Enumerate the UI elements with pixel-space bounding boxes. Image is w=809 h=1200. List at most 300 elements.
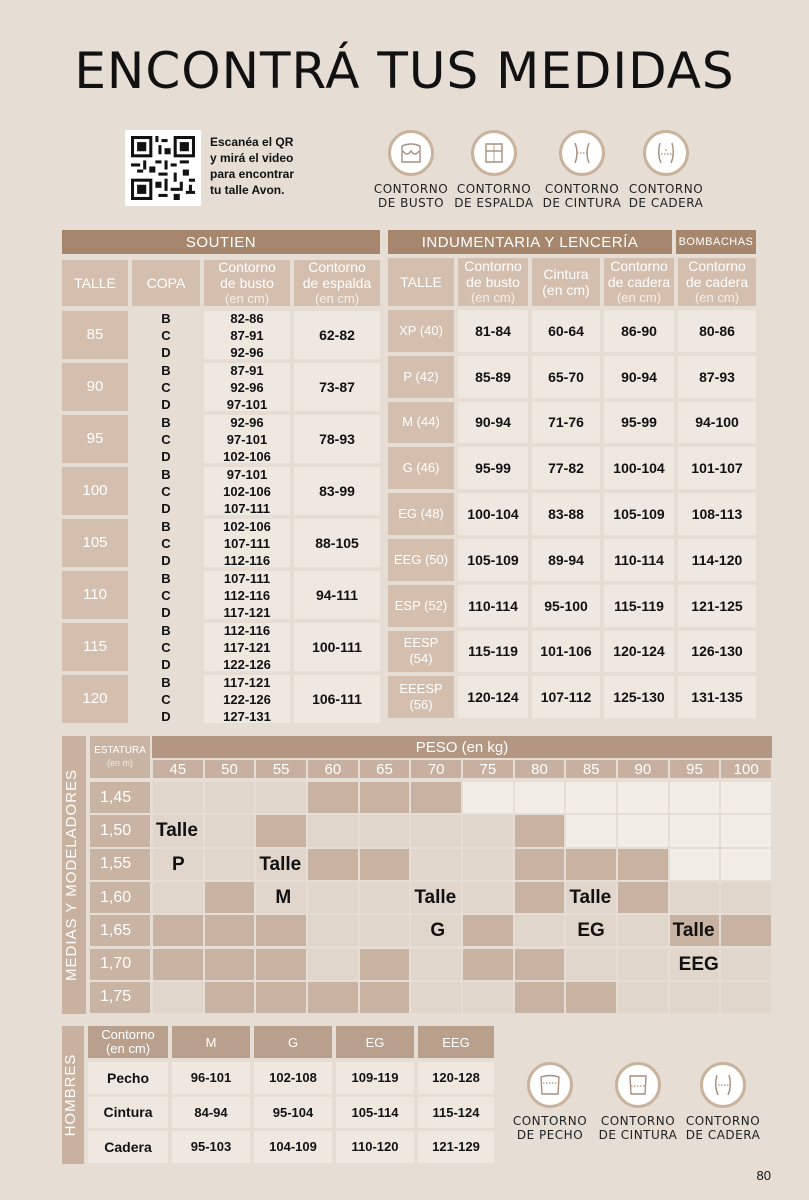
measure-value: 121-129	[418, 1131, 494, 1163]
talle-cell	[388, 356, 454, 398]
header-busto	[204, 260, 290, 306]
busto-cell: 110-114	[458, 585, 528, 627]
header-line: (en cm)	[314, 291, 360, 306]
measure-value: 104-109	[254, 1131, 332, 1163]
cintura-cell: 77-82	[532, 447, 600, 489]
header-line: Cintura	[543, 266, 589, 282]
grid-cell	[566, 849, 616, 880]
talle-cell: 85	[62, 311, 128, 359]
grid-cell	[618, 915, 668, 946]
busto-cell	[204, 675, 290, 723]
talle-value: (54)	[409, 651, 433, 667]
copa-value: C	[161, 587, 171, 603]
medias-side-label: MEDIAS Y MODELADORES	[63, 769, 80, 981]
size-value: G	[430, 920, 446, 942]
size-header: EEG	[418, 1026, 494, 1058]
size-label: Talle	[569, 886, 612, 908]
qr-icon	[131, 136, 195, 200]
grid-cell	[205, 982, 255, 1013]
soutien-table	[62, 230, 380, 724]
busto-value: 112-116	[223, 622, 271, 638]
talle-cell: 90	[62, 363, 128, 411]
busto-cell: 100-104	[458, 493, 528, 535]
peso-value: 60	[308, 760, 358, 778]
header-copa: COPA	[132, 260, 200, 306]
icon-label: DE CINTURA	[542, 196, 622, 210]
icon-label: DE ESPALDA	[454, 196, 534, 210]
talle-value: EG (48)	[398, 506, 444, 522]
size-label: Talle	[259, 853, 302, 875]
grid-cell	[308, 982, 358, 1013]
header-line: de busto	[220, 275, 274, 291]
measure-value: 115-124	[418, 1097, 494, 1129]
cintura-cell: 101-106	[532, 631, 600, 673]
qr-line: tu talle Avon.	[210, 183, 285, 197]
talle-cell: 95	[62, 415, 128, 463]
busto-cell: 115-119	[458, 631, 528, 673]
bombacha-cell: 114-120	[678, 539, 756, 581]
copa-value: C	[161, 535, 171, 551]
busto-value: 102-106	[223, 483, 271, 499]
busto-cell	[204, 311, 290, 359]
grid-cell	[721, 982, 771, 1013]
grid-cell	[411, 949, 461, 980]
grid-cell	[515, 849, 565, 880]
grid-cell	[721, 815, 771, 846]
copa-cell	[132, 363, 200, 411]
busto-value: 97-101	[226, 466, 268, 482]
icon-label: CONTORNO	[685, 1114, 761, 1128]
soutien-title: SOUTIEN	[62, 230, 380, 254]
grid-cell	[721, 882, 771, 913]
busto-cell	[204, 623, 290, 671]
copa-value: B	[161, 362, 171, 378]
busto-cell	[204, 363, 290, 411]
measure-label: Cadera	[88, 1131, 168, 1163]
copa-cell	[132, 467, 200, 515]
hip-icon	[708, 1070, 738, 1100]
bust-icon	[396, 138, 426, 168]
cadera-cell: 105-109	[604, 493, 674, 535]
cadera-cell: 110-114	[604, 539, 674, 581]
cadera-cell: 115-119	[604, 585, 674, 627]
talle-cell	[388, 493, 454, 535]
grid-cell	[308, 949, 358, 980]
grid-cell	[411, 849, 461, 880]
size-value: EEG	[678, 953, 719, 975]
copa-cell	[132, 675, 200, 723]
grid-cell	[256, 949, 306, 980]
grid-cell	[308, 882, 358, 913]
grid-cell	[205, 782, 255, 813]
medias-table	[62, 736, 772, 1014]
busto-cell: 95-99	[458, 447, 528, 489]
cintura-cell: 95-100	[532, 585, 600, 627]
size-value: EG	[577, 920, 605, 942]
page-title: ENCONTRÁ TUS MEDIDAS	[74, 42, 735, 100]
grid-cell	[153, 949, 203, 980]
measure-value: 95-104	[254, 1097, 332, 1129]
grid-cell	[411, 982, 461, 1013]
bombacha-cell: 101-107	[678, 447, 756, 489]
talle-value: EESP	[403, 635, 439, 651]
measure-label: Pecho	[88, 1062, 168, 1094]
busto-value: 82-86	[230, 310, 264, 326]
talle-cell	[388, 310, 454, 352]
espalda-cell: 83-99	[294, 467, 380, 515]
cadera-cell: 125-130	[604, 676, 674, 718]
icon-label: CONTORNO	[512, 1114, 588, 1128]
copa-cell	[132, 571, 200, 619]
copa-value: C	[161, 379, 171, 395]
grid-cell	[721, 949, 771, 980]
copa-value: C	[161, 327, 171, 343]
copa-cell	[132, 415, 200, 463]
hombres-table	[62, 1026, 494, 1164]
qr-line: y mirá el video	[210, 151, 294, 165]
copa-value: B	[161, 518, 171, 534]
grid-cell	[670, 815, 720, 846]
grid-cell	[566, 782, 616, 813]
busto-cell: 85-89	[458, 356, 528, 398]
icon-contorno-pecho	[505, 1062, 595, 1142]
bombacha-cell: 87-93	[678, 356, 756, 398]
busto-value: 122-126	[223, 656, 271, 672]
busto-value: 107-111	[223, 535, 271, 551]
icon-label: CONTORNO	[628, 182, 704, 196]
grid-cell	[618, 982, 668, 1013]
peso-value: 75	[463, 760, 513, 778]
header-cadera	[604, 258, 674, 306]
copa-value: D	[161, 656, 171, 672]
peso-value: 85	[566, 760, 616, 778]
grid-cell	[153, 915, 203, 946]
grid-cell	[308, 849, 358, 880]
estatura-value: 1,45	[90, 782, 150, 813]
busto-value: 107-111	[223, 500, 271, 516]
grid-cell	[411, 782, 461, 813]
copa-value: C	[161, 483, 171, 499]
cintura-cell: 60-64	[532, 310, 600, 352]
peso-value: 55	[256, 760, 306, 778]
header-cintura	[532, 258, 600, 306]
measure-label: Cintura	[88, 1097, 168, 1129]
copa-value: B	[161, 570, 171, 586]
peso-value: 100	[721, 760, 771, 778]
grid-cell	[360, 815, 410, 846]
icon-label: DE BUSTO	[377, 196, 445, 210]
grid-cell	[721, 782, 771, 813]
measure-value: 95-103	[172, 1131, 250, 1163]
busto-value: 112-116	[223, 587, 271, 603]
bombacha-cell: 121-125	[678, 585, 756, 627]
bombacha-cell: 126-130	[678, 631, 756, 673]
size-value: M	[275, 886, 292, 908]
header-line: Contorno	[610, 258, 668, 274]
estatura-value: 1,65	[90, 915, 150, 946]
peso-value: 70	[411, 760, 461, 778]
icon-contorno-espalda	[449, 130, 539, 210]
busto-value: 97-101	[226, 396, 268, 412]
grid-cell	[411, 815, 461, 846]
copa-value: C	[161, 639, 171, 655]
icon-label: DE CINTURA	[598, 1128, 678, 1142]
estatura-value: 1,70	[90, 949, 150, 980]
grid-cell	[618, 949, 668, 980]
header-line: Contorno	[218, 259, 276, 275]
chest-icon	[535, 1070, 565, 1100]
header-line: (en cm)	[616, 290, 662, 305]
measure-value: 96-101	[172, 1062, 250, 1094]
talle-cell: 110	[62, 571, 128, 619]
peso-value: 65	[360, 760, 410, 778]
size-label: Talle	[414, 886, 457, 908]
grid-cell	[618, 849, 668, 880]
grid-cell	[360, 982, 410, 1013]
copa-value: B	[161, 466, 171, 482]
talle-cell	[388, 631, 454, 673]
indumentaria-table	[388, 230, 756, 720]
copa-value: C	[161, 691, 171, 707]
busto-cell	[204, 519, 290, 567]
grid-cell	[153, 882, 203, 913]
qr-line: Escanéa el QR	[210, 135, 294, 149]
copa-value: D	[161, 396, 171, 412]
header-line: de espalda	[302, 275, 372, 291]
grid-cell	[256, 915, 306, 946]
grid-cell	[205, 815, 255, 846]
talle-value: EEG (50)	[393, 551, 449, 567]
icon-label: DE CADERA	[628, 196, 704, 210]
busto-cell: 81-84	[458, 310, 528, 352]
copa-value: B	[161, 310, 171, 326]
espalda-cell: 94-111	[294, 571, 380, 619]
qr-line: para encontrar	[210, 167, 295, 181]
grid-cell	[670, 882, 720, 913]
grid-cell	[308, 915, 358, 946]
cintura-cell: 65-70	[532, 356, 600, 398]
icon-label: CONTORNO	[544, 182, 620, 196]
icon-label: CONTORNO	[373, 182, 449, 196]
copa-value: D	[161, 448, 171, 464]
grid-cell	[618, 882, 668, 913]
bombachas-title: BOMBACHAS	[676, 230, 756, 254]
grid-cell	[153, 782, 203, 813]
talle-value: M (44)	[402, 414, 440, 430]
page-number: 80	[756, 1168, 771, 1183]
grid-cell	[515, 982, 565, 1013]
grid-cell	[566, 949, 616, 980]
header-espalda	[294, 260, 380, 306]
busto-cell: 90-94	[458, 402, 528, 444]
header-line: (en cm)	[694, 290, 740, 305]
grid-cell	[515, 815, 565, 846]
busto-value: 122-126	[223, 691, 271, 707]
contorno-line: (en cm)	[105, 1041, 151, 1056]
cadera-cell: 95-99	[604, 402, 674, 444]
icon-label: DE PECHO	[516, 1128, 584, 1142]
icon-label: DE CADERA	[685, 1128, 761, 1142]
contorno-line: Contorno	[101, 1027, 155, 1042]
busto-value: 97-101	[226, 431, 268, 447]
measure-value: 110-120	[336, 1131, 414, 1163]
copa-value: B	[161, 674, 171, 690]
busto-value: 117-121	[223, 674, 271, 690]
talle-cell: 105	[62, 519, 128, 567]
cintura-cell: 89-94	[532, 539, 600, 581]
icon-contorno-cintura-hombre	[593, 1062, 683, 1142]
icon-label: CONTORNO	[600, 1114, 676, 1128]
icon-contorno-cadera	[621, 130, 711, 210]
header-talle: TALLE	[62, 260, 128, 306]
grid-cell	[566, 815, 616, 846]
size-label: Talle	[156, 820, 198, 842]
busto-value: 87-91	[230, 327, 264, 343]
peso-label: PESO (en kg)	[152, 736, 772, 758]
grid-cell	[721, 915, 771, 946]
cadera-cell: 90-94	[604, 356, 674, 398]
busto-value: 127-131	[223, 708, 271, 724]
size-header: EG	[336, 1026, 414, 1058]
indumentaria-title: INDUMENTARIA Y LENCERÍA	[388, 230, 672, 254]
busto-value: 102-106	[223, 518, 271, 534]
grid-cell	[256, 815, 306, 846]
copa-value: D	[161, 604, 171, 620]
espalda-cell: 62-82	[294, 311, 380, 359]
busto-cell	[204, 571, 290, 619]
grid-cell	[153, 982, 203, 1013]
hip-icon	[651, 138, 681, 168]
copa-value: D	[161, 708, 171, 724]
talle-value: P (42)	[403, 368, 439, 384]
grid-cell	[618, 782, 668, 813]
espalda-cell: 106-111	[294, 675, 380, 723]
peso-value: 80	[515, 760, 565, 778]
estatura-label: ESTATURA	[94, 745, 146, 756]
busto-value: 117-121	[223, 604, 271, 620]
talle-cell	[388, 585, 454, 627]
busto-cell: 120-124	[458, 676, 528, 718]
grid-cell	[360, 882, 410, 913]
cintura-cell: 71-76	[532, 402, 600, 444]
grid-cell	[670, 849, 720, 880]
cintura-cell: 107-112	[532, 676, 600, 718]
busto-value: 92-96	[230, 379, 264, 395]
peso-value: 95	[670, 760, 720, 778]
grid-cell	[463, 815, 513, 846]
talle-cell: 120	[62, 675, 128, 723]
talle-value: EEESP	[399, 681, 443, 697]
grid-cell	[670, 782, 720, 813]
size-label: Talle	[672, 920, 715, 942]
grid-cell	[463, 982, 513, 1013]
grid-cell	[308, 815, 358, 846]
measure-value: 102-108	[254, 1062, 332, 1094]
grid-cell	[670, 982, 720, 1013]
espalda-cell: 78-93	[294, 415, 380, 463]
peso-value: 50	[205, 760, 255, 778]
busto-value: 87-91	[230, 362, 264, 378]
talle-value: XP (40)	[399, 322, 443, 338]
header-talle: TALLE	[388, 258, 454, 306]
qr-code[interactable]	[125, 130, 201, 206]
talle-cell: 100	[62, 467, 128, 515]
grid-cell	[463, 882, 513, 913]
cintura-cell: 83-88	[532, 493, 600, 535]
grid-cell	[566, 982, 616, 1013]
grid-cell	[515, 782, 565, 813]
cadera-cell: 120-124	[604, 631, 674, 673]
espalda-cell: 73-87	[294, 363, 380, 411]
header-line: Contorno	[308, 259, 366, 275]
cadera-cell: 100-104	[604, 447, 674, 489]
busto-cell: 105-109	[458, 539, 528, 581]
header-line: Contorno	[688, 258, 746, 274]
grid-cell	[256, 982, 306, 1013]
grid-cell	[360, 782, 410, 813]
header-line: de cadera	[607, 274, 671, 290]
header-line: (en cm)	[542, 282, 590, 298]
estatura-value: 1,55	[90, 849, 150, 880]
talle-value: G (46)	[402, 460, 440, 476]
copa-cell	[132, 519, 200, 567]
measure-value: 109-119	[336, 1062, 414, 1094]
grid-cell	[256, 782, 306, 813]
busto-value: 102-106	[223, 448, 271, 464]
waist-icon	[567, 138, 597, 168]
header-line: (en cm)	[470, 290, 516, 305]
grid-cell	[463, 782, 513, 813]
busto-cell	[204, 467, 290, 515]
size-value: P	[172, 853, 185, 875]
talle-cell	[388, 676, 454, 718]
peso-value: 45	[153, 760, 203, 778]
talle-cell	[388, 539, 454, 581]
copa-value: D	[161, 500, 171, 516]
bombacha-cell: 94-100	[678, 402, 756, 444]
grid-cell	[463, 849, 513, 880]
measure-value: 105-114	[336, 1097, 414, 1129]
grid-cell	[360, 949, 410, 980]
talle-cell	[388, 447, 454, 489]
grid-cell	[360, 849, 410, 880]
icon-contorno-busto	[366, 130, 456, 210]
grid-cell	[515, 915, 565, 946]
talle-value: (56)	[409, 697, 433, 713]
size-header: G	[254, 1026, 332, 1058]
grid-cell	[721, 849, 771, 880]
back-icon	[479, 138, 509, 168]
talle-cell	[388, 402, 454, 444]
copa-value: B	[161, 622, 171, 638]
bombacha-cell: 131-135	[678, 676, 756, 718]
copa-value: D	[161, 552, 171, 568]
espalda-cell: 88-105	[294, 519, 380, 567]
waist-icon	[623, 1070, 653, 1100]
espalda-cell: 100-111	[294, 623, 380, 671]
header-line: de cadera	[685, 274, 749, 290]
header-busto	[458, 258, 528, 306]
grid-cell	[308, 782, 358, 813]
icon-contorno-cadera-hombre	[678, 1062, 768, 1142]
busto-value: 92-96	[230, 414, 264, 430]
estatura-value: 1,75	[90, 982, 150, 1013]
grid-cell	[463, 949, 513, 980]
copa-value: D	[161, 344, 171, 360]
header-line: Contorno	[464, 258, 522, 274]
peso-value: 90	[618, 760, 668, 778]
busto-value: 107-111	[223, 570, 271, 586]
